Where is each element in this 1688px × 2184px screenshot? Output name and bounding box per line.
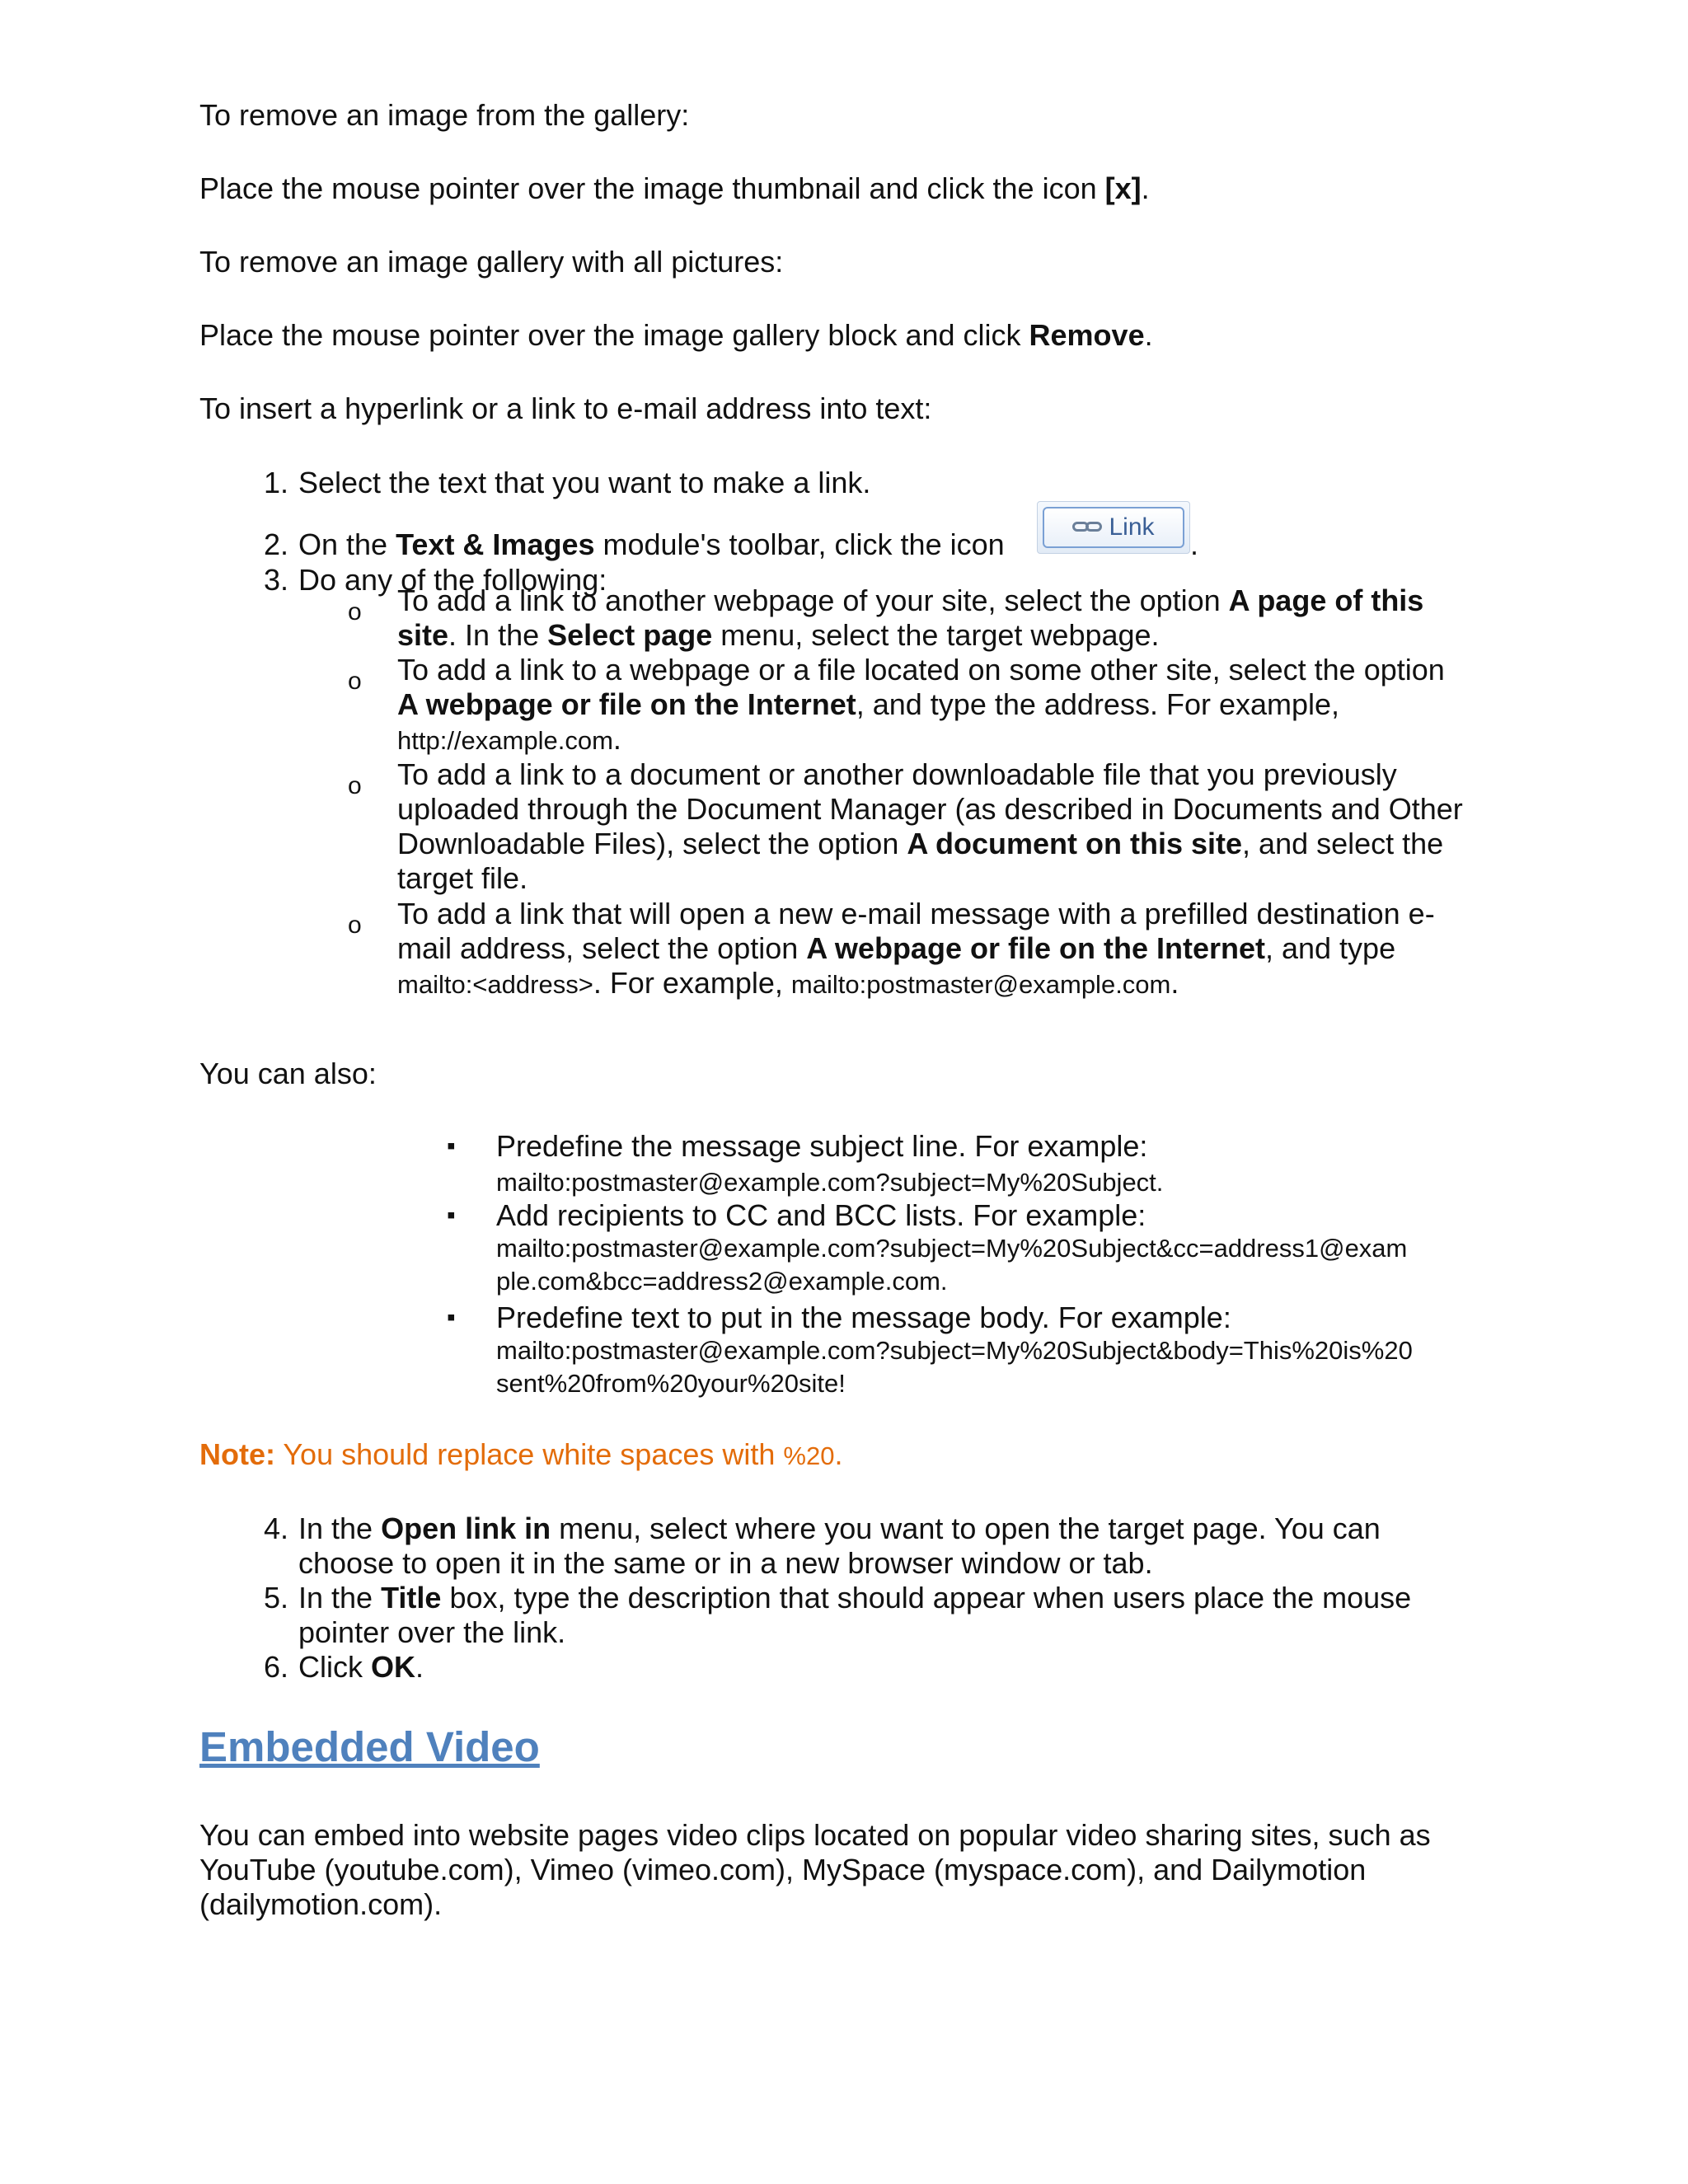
section-heading-embedded-video: Embedded Video bbox=[199, 1723, 540, 1770]
remove-gallery-instruction: Place the mouse pointer over the image gallery block and click Remove. bbox=[199, 318, 1153, 352]
you-can-also-heading: You can also: bbox=[199, 1057, 377, 1090]
embedded-paragraph-line: You can embed into website pages video clips located on popular video sharing sites, such as bbox=[199, 1818, 1431, 1852]
remove-gallery-heading: To remove an image gallery with all pictures: bbox=[199, 245, 784, 279]
embedded-paragraph-line: (dailymotion.com). bbox=[199, 1887, 443, 1921]
link-button-image: Link bbox=[1037, 501, 1190, 554]
remove-image-heading: To remove an image from the gallery: bbox=[199, 98, 690, 132]
document-page: To remove an image from the gallery: Place the mouse pointer over the image thumbnail and click the icon [x]. To remove an image gallery with all pictures: Place the mouse pointer over the image gallery block and click Remove. To insert a hyperlink or a link to e-mail address into text: 1. Select the text that you want to make a link. 2. On the Text & Images module's toolbar, click the icon . Link 3. Do any of the following: o To add a link to another webpage of your site, select the option A page of this site. In the Select page menu, select the target webpage. o To add a link to a webpage or a file located on some other site, select the option A webpage or file on the Internet, and type the address. For example, http://example.com. o To add a link to a document or another downloadable file that you previously uploaded through the Document Manager (as described in Documents and Other Downloadable Files), select the option A document on this site, and select the target file. o To add a link that will open a new e-mail message with a prefilled destination e- mail address, select the option A webpage or file on the Internet, and type mailto:<address>. For example, mailto:postmaster@example.com. You can also: ▪ Predefine the message subject line. For example: mailto:postmaster@example.com?subject=My%20Subject. ▪ Add recipients to CC and BCC lists. For example: mailto:postmaster@example.com?subject=My%20Subject&cc=address1@exam ple.com&bcc=address2@example.com. ▪ Predefine text to put in the message body. For example: mailto:postmaster@example.com?subject=My%20Subject&body=This%20is%20 sent%20from%20your%20site! Note: You should replace white spaces with %20. 4. In the Open link in menu, select where you want to open the target page. You can choose to open it in the same or in a new browser window or tab. 5. In the Title box, type the description that should appear when users place the mouse pointer over the link. 6. Click OK. Embedded Video You can embed into website pages video clips located on popular video sharing sites, such as YouTube (youtube.com), Vimeo (vimeo.com), MySpace (myspace.com), and Dailymotion (dailymotion.com). bbox=[199, 98, 1463, 1921]
chain-link-icon bbox=[1072, 520, 1104, 535]
insert-link-heading: To insert a hyperlink or a link to e-mail address into text: bbox=[199, 391, 932, 425]
remove-image-instruction: Place the mouse pointer over the image thumbnail and click the icon [x]. bbox=[199, 171, 1150, 205]
embedded-paragraph-line: YouTube (youtube.com), Vimeo (vimeo.com), MySpace (myspace.com), and Dailymotion bbox=[199, 1853, 1367, 1886]
note-text: Note: You should replace white spaces with %20. bbox=[199, 1437, 843, 1471]
